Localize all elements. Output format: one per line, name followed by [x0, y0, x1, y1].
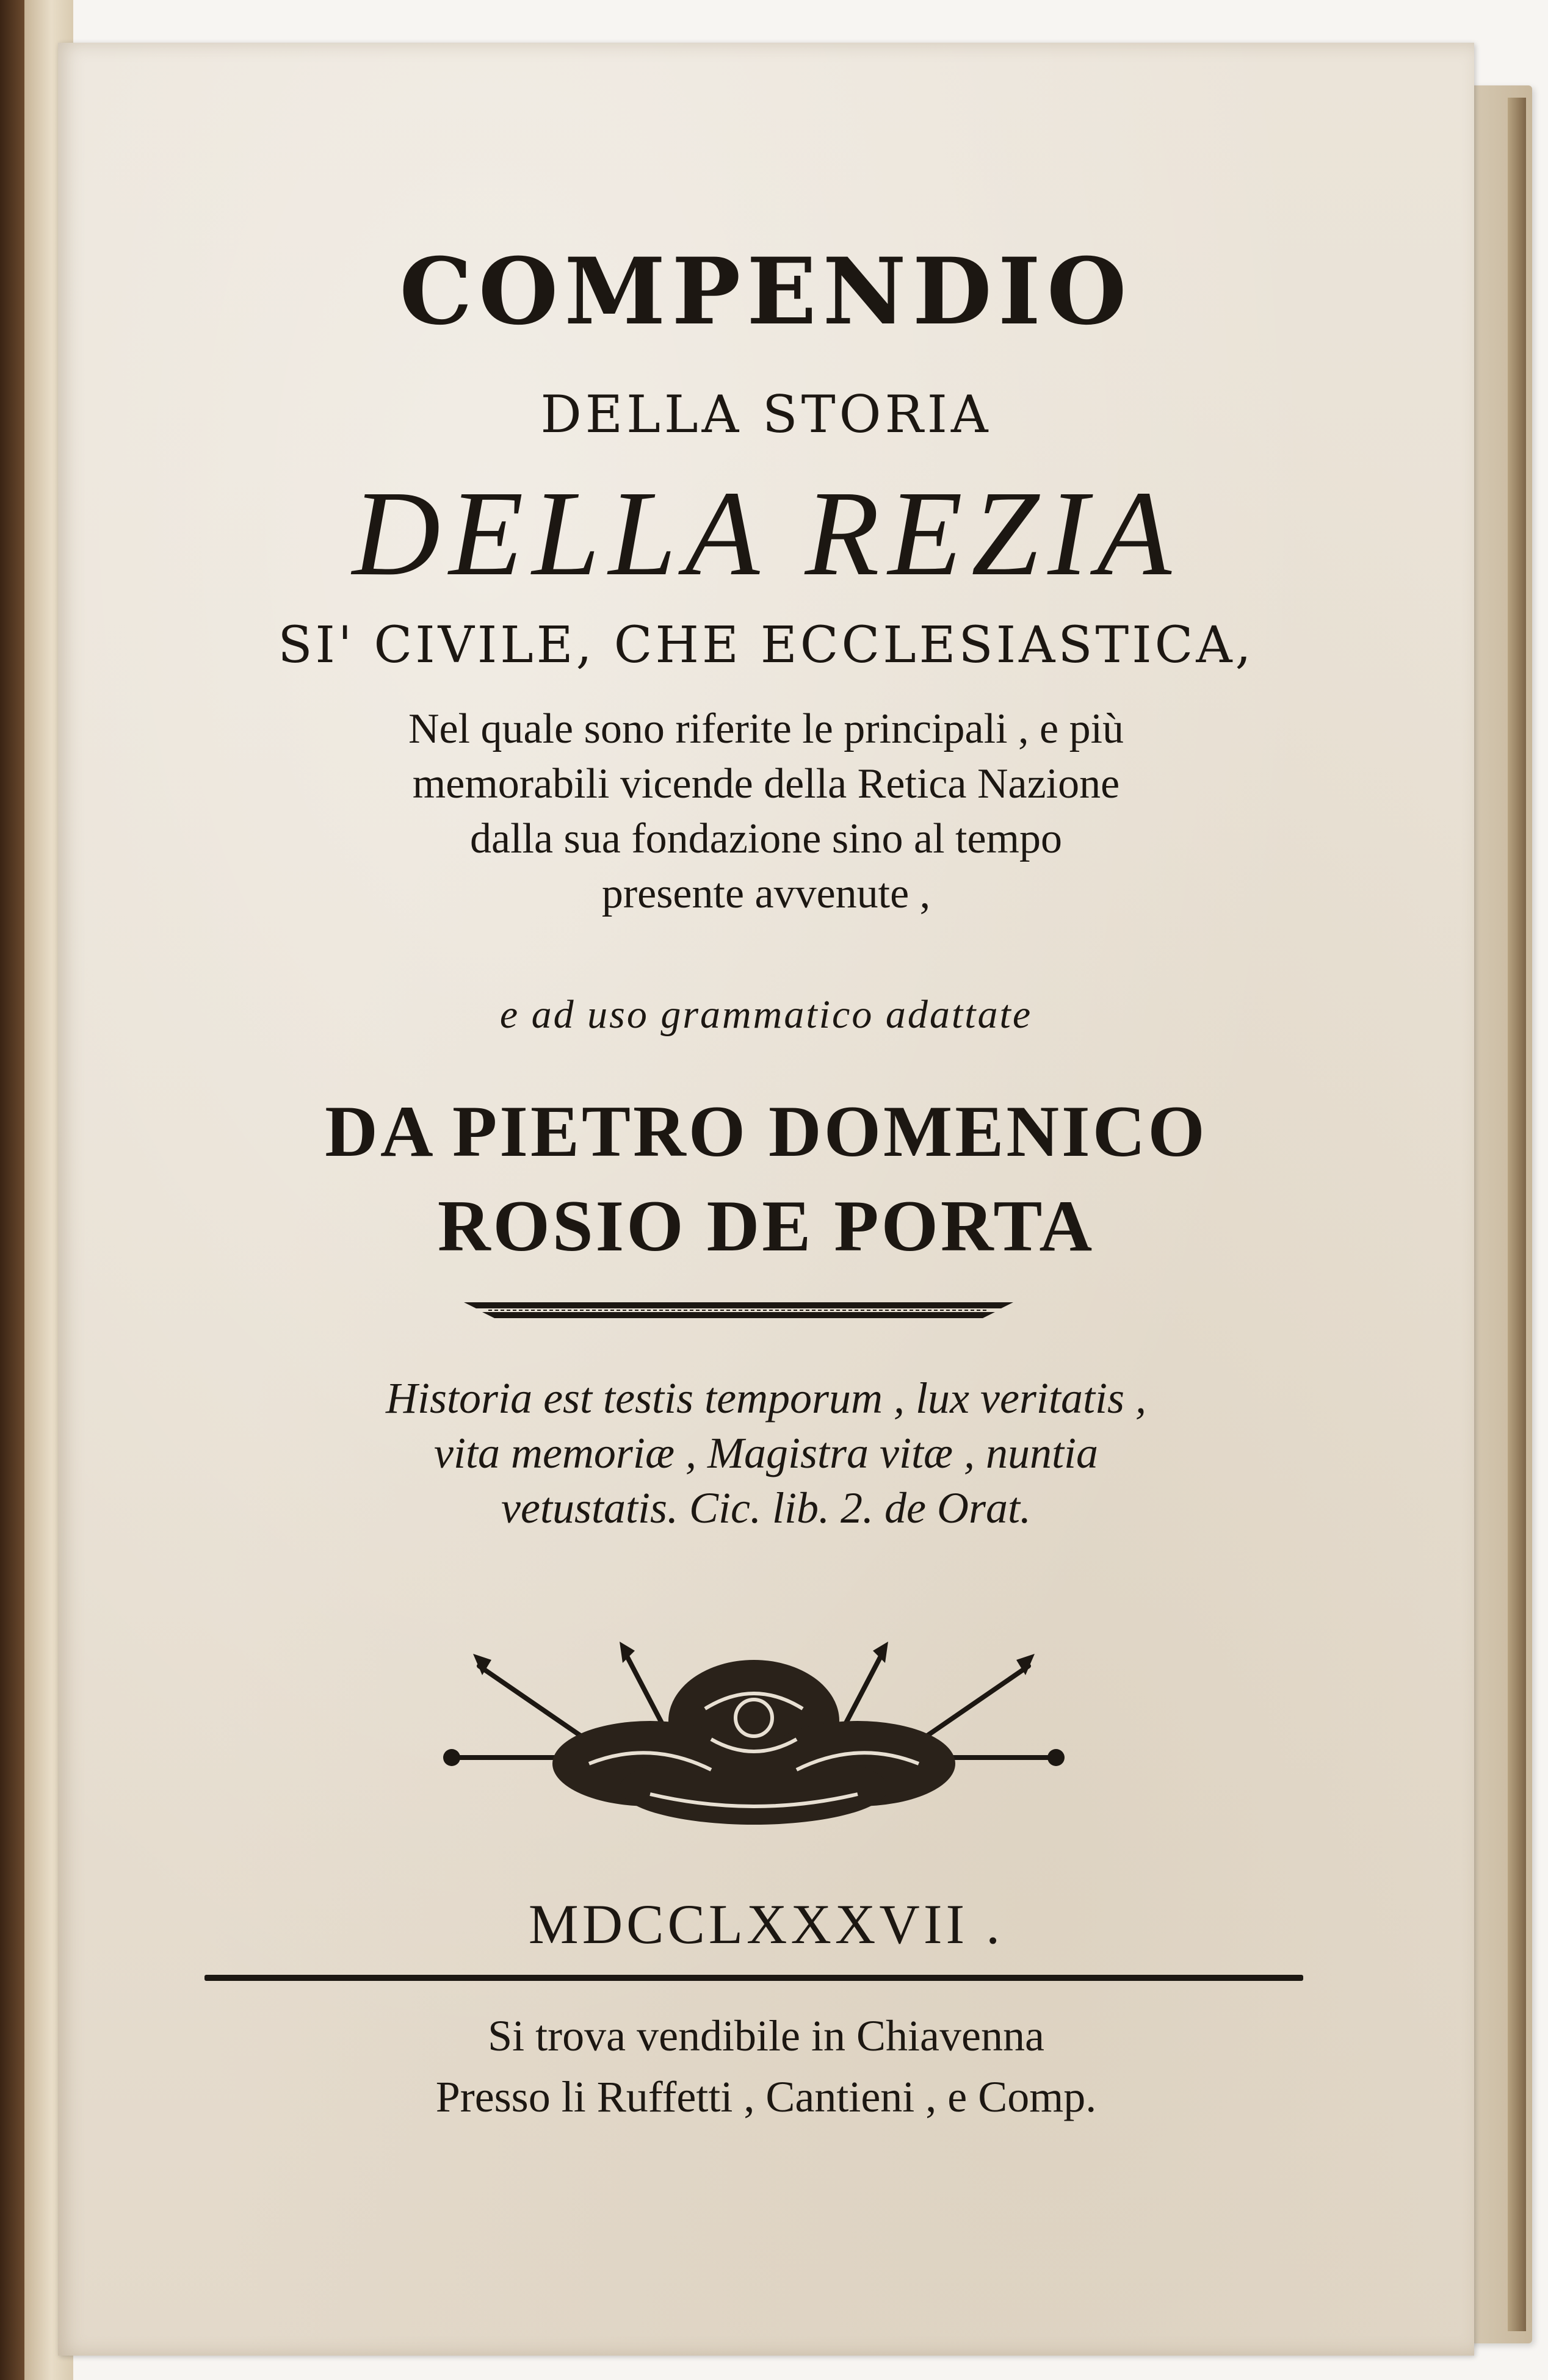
- cover-edge: [1508, 98, 1526, 2331]
- purpose-line: e ad uso grammatico adattate: [499, 992, 1033, 1037]
- imprint-line: Presso li Ruffetti , Cantieni , e Comp.: [435, 2072, 1097, 2121]
- imprint-rule: [204, 1975, 1303, 1981]
- title-page: [58, 43, 1474, 2356]
- trophy-vignette-icon: [418, 1617, 1090, 1837]
- imprint-line: Si trova vendibile in Chiavenna: [488, 2011, 1044, 2060]
- quote-line: Historia est testis temporum , lux veritatis ,: [386, 1374, 1146, 1423]
- author-line: DA PIETRO DOMENICO: [325, 1091, 1207, 1172]
- ornamental-rule: [464, 1300, 1013, 1321]
- description-line: memorabili vicende della Retica Nazione: [412, 760, 1120, 807]
- quote-line: vetustatis. Cic. lib. 2. de Orat.: [501, 1484, 1031, 1532]
- author-line: ROSIO DE PORTA: [437, 1185, 1095, 1266]
- description-line: presente avvenute ,: [601, 870, 931, 917]
- heading-della-rezia: DELLA REZIA: [352, 466, 1180, 601]
- left-binding-shadow: [0, 0, 24, 2380]
- description-line: Nel quale sono riferite le principali , e più: [408, 705, 1124, 752]
- description-line: dalla sua fondazione sino al tempo: [470, 815, 1062, 862]
- heading-della-storia: DELLA STORIA: [540, 384, 992, 444]
- quote-line: vita memoriæ , Magistra vitæ , nuntia: [434, 1429, 1098, 1477]
- heading-compendio: COMPENDIO: [399, 238, 1133, 345]
- publication-year: MDCCLXXXVII .: [528, 1893, 1004, 1955]
- subtitle-civile: SI' CIVILE, CHE ECCLESIASTICA,: [278, 616, 1254, 674]
